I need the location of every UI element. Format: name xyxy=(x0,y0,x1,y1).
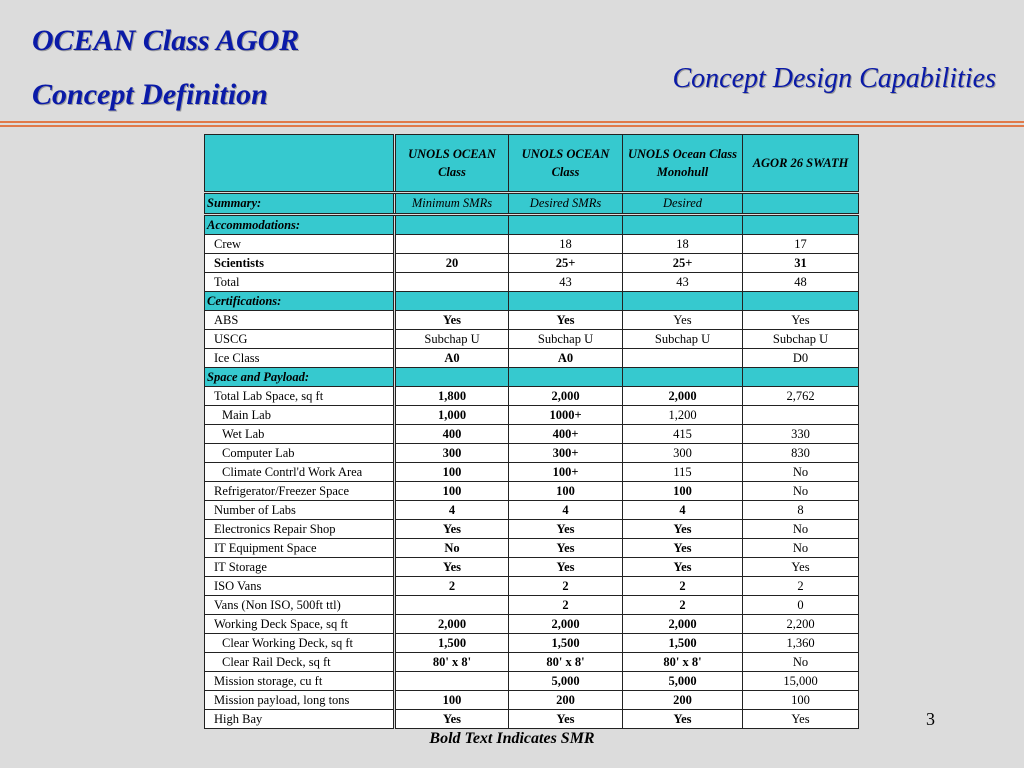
table-cell: 1,800 xyxy=(395,387,509,406)
title-rule-bottom xyxy=(0,125,1024,127)
table-cell: 80' x 8' xyxy=(623,653,743,672)
table-cell: No xyxy=(743,539,859,558)
header-cell-0 xyxy=(205,135,395,193)
slide-title-line2: Concept Definition xyxy=(32,78,268,111)
table-cell: 115 xyxy=(623,463,743,482)
table-cell: Subchap U xyxy=(395,330,509,349)
table-cell: 2,000 xyxy=(623,615,743,634)
table-cell: No xyxy=(395,539,509,558)
row-label: Electronics Repair Shop xyxy=(205,520,395,539)
table-cell: No xyxy=(743,482,859,501)
table-cell: No xyxy=(743,653,859,672)
table-cell: 2 xyxy=(395,577,509,596)
table-cell xyxy=(395,235,509,254)
row-label: IT Storage xyxy=(205,558,395,577)
table-cell xyxy=(623,349,743,368)
table-cell: 2 xyxy=(743,577,859,596)
row-label: ISO Vans xyxy=(205,577,395,596)
table-cell: 20 xyxy=(395,254,509,273)
row-label: High Bay xyxy=(205,710,395,729)
table-row xyxy=(205,463,859,482)
table-cell: Subchap U xyxy=(743,330,859,349)
table-cell: 300+ xyxy=(509,444,623,463)
table-cell: 400 xyxy=(395,425,509,444)
table-cell: 48 xyxy=(743,273,859,292)
header-cell-3: UNOLS Ocean Class Monohull xyxy=(623,135,743,193)
table-cell: 1,500 xyxy=(623,634,743,653)
table-cell: 415 xyxy=(623,425,743,444)
summary-cell-1: Minimum SMRs xyxy=(395,193,509,215)
row-label: IT Equipment Space xyxy=(205,539,395,558)
table-cell: 17 xyxy=(743,235,859,254)
table-row xyxy=(205,596,859,615)
table-cell: Yes xyxy=(395,311,509,330)
table-cell: 25+ xyxy=(509,254,623,273)
table-row xyxy=(205,577,859,596)
table-cell: 200 xyxy=(623,691,743,710)
header-cell-1: UNOLS OCEAN Class xyxy=(395,135,509,193)
table-cell xyxy=(395,273,509,292)
section-label: Space and Payload: xyxy=(205,368,395,387)
row-label: Vans (Non ISO, 500ft ttl) xyxy=(205,596,395,615)
table-cell: 2,762 xyxy=(743,387,859,406)
table-cell: Yes xyxy=(623,520,743,539)
table-cell: Yes xyxy=(395,710,509,729)
table-row xyxy=(205,615,859,634)
table-cell: 100 xyxy=(623,482,743,501)
table-cell: Yes xyxy=(623,311,743,330)
table-cell: 100 xyxy=(743,691,859,710)
row-label: Mission payload, long tons xyxy=(205,691,395,710)
table-cell: 100 xyxy=(509,482,623,501)
table-cell: Yes xyxy=(743,558,859,577)
section-cell xyxy=(623,368,743,387)
table-cell: Yes xyxy=(743,710,859,729)
section-cell xyxy=(623,215,743,235)
table-cell: 830 xyxy=(743,444,859,463)
table-cell: 80' x 8' xyxy=(509,653,623,672)
page-number: 3 xyxy=(926,709,935,729)
section-row xyxy=(205,215,859,235)
table-cell: 18 xyxy=(623,235,743,254)
table-row xyxy=(205,349,859,368)
table-cell: 100 xyxy=(395,482,509,501)
table-cell: Subchap U xyxy=(623,330,743,349)
slide-title-line1: OCEAN Class AGOR xyxy=(32,24,300,57)
row-label: ABS xyxy=(205,311,395,330)
table-row xyxy=(205,444,859,463)
row-label: Mission storage, cu ft xyxy=(205,672,395,691)
table-cell: Yes xyxy=(509,539,623,558)
footnote: Bold Text Indicates SMR xyxy=(429,730,595,747)
row-label: Computer Lab xyxy=(205,444,395,463)
table-cell: No xyxy=(743,520,859,539)
row-label: Total xyxy=(205,273,395,292)
table-cell: 100+ xyxy=(509,463,623,482)
title-rule-top xyxy=(0,121,1024,123)
table-cell: 2 xyxy=(623,596,743,615)
table-cell: 2 xyxy=(509,596,623,615)
row-label: USCG xyxy=(205,330,395,349)
header-cell-4: AGOR 26 SWATH xyxy=(743,135,859,193)
table-cell: D0 xyxy=(743,349,859,368)
table-row xyxy=(205,273,859,292)
table-cell: 1,500 xyxy=(395,634,509,653)
table-row xyxy=(205,330,859,349)
table-row xyxy=(205,558,859,577)
table-cell: Yes xyxy=(509,520,623,539)
section-cell xyxy=(509,292,623,311)
table-row xyxy=(205,406,859,425)
table-cell: 300 xyxy=(623,444,743,463)
table-row xyxy=(205,520,859,539)
table-row xyxy=(205,482,859,501)
table-cell: 2,000 xyxy=(509,387,623,406)
table-cell: 1,360 xyxy=(743,634,859,653)
row-label: Wet Lab xyxy=(205,425,395,444)
table-row xyxy=(205,539,859,558)
table-cell: Yes xyxy=(623,558,743,577)
section-label: Accommodations: xyxy=(205,215,395,235)
table-cell: 31 xyxy=(743,254,859,273)
section-cell xyxy=(743,215,859,235)
row-label: Number of Labs xyxy=(205,501,395,520)
table-cell xyxy=(395,672,509,691)
table-cell: 200 xyxy=(509,691,623,710)
table-cell: Yes xyxy=(623,539,743,558)
table-cell: 80' x 8' xyxy=(395,653,509,672)
table-cell xyxy=(395,596,509,615)
table-cell: 100 xyxy=(395,463,509,482)
table-cell: 1,200 xyxy=(623,406,743,425)
table-cell: Yes xyxy=(509,558,623,577)
table-cell: Yes xyxy=(623,710,743,729)
row-label: Working Deck Space, sq ft xyxy=(205,615,395,634)
row-label: Refrigerator/Freezer Space xyxy=(205,482,395,501)
table-cell: 1,500 xyxy=(509,634,623,653)
table-cell: 43 xyxy=(509,273,623,292)
table-row xyxy=(205,691,859,710)
row-label: Clear Rail Deck, sq ft xyxy=(205,653,395,672)
summary-cell-0: Summary: xyxy=(205,193,395,215)
table-row xyxy=(205,311,859,330)
table-cell: 330 xyxy=(743,425,859,444)
row-label: Crew xyxy=(205,235,395,254)
table-cell: 2,000 xyxy=(623,387,743,406)
row-label: Scientists xyxy=(205,254,395,273)
table-cell: 4 xyxy=(395,501,509,520)
table-cell: 2,000 xyxy=(395,615,509,634)
summary-cell-3: Desired xyxy=(623,193,743,215)
table-header-row xyxy=(205,135,859,193)
section-cell xyxy=(395,215,509,235)
section-row xyxy=(205,368,859,387)
table-cell: Yes xyxy=(509,311,623,330)
table-cell: 4 xyxy=(623,501,743,520)
section-label: Certifications: xyxy=(205,292,395,311)
table-cell: Yes xyxy=(395,558,509,577)
row-label: Ice Class xyxy=(205,349,395,368)
table-cell: 8 xyxy=(743,501,859,520)
summary-cell-4 xyxy=(743,193,859,215)
row-label: Clear Working Deck, sq ft xyxy=(205,634,395,653)
capabilities-table xyxy=(204,134,859,729)
section-cell xyxy=(509,368,623,387)
table-row xyxy=(205,254,859,273)
table-row xyxy=(205,235,859,254)
section-cell xyxy=(743,292,859,311)
summary-cell-2: Desired SMRs xyxy=(509,193,623,215)
slide-right-title: Concept Design Capabilities xyxy=(672,63,996,94)
table-cell: 0 xyxy=(743,596,859,615)
table-row xyxy=(205,387,859,406)
table-cell: 2 xyxy=(623,577,743,596)
table-row xyxy=(205,425,859,444)
table-row xyxy=(205,501,859,520)
table-cell: 15,000 xyxy=(743,672,859,691)
row-label: Main Lab xyxy=(205,406,395,425)
table-cell: 2,000 xyxy=(509,615,623,634)
table-cell: 300 xyxy=(395,444,509,463)
table-cell: 43 xyxy=(623,273,743,292)
section-cell xyxy=(395,292,509,311)
table-cell: Yes xyxy=(395,520,509,539)
table-row xyxy=(205,710,859,729)
table-cell: 1,000 xyxy=(395,406,509,425)
table-row xyxy=(205,653,859,672)
table-cell: 5,000 xyxy=(509,672,623,691)
table-cell: A0 xyxy=(509,349,623,368)
table-cell: 25+ xyxy=(623,254,743,273)
table-cell: 1000+ xyxy=(509,406,623,425)
section-cell xyxy=(743,368,859,387)
section-cell xyxy=(509,215,623,235)
table-cell: 2 xyxy=(509,577,623,596)
table-row xyxy=(205,672,859,691)
table-cell: 18 xyxy=(509,235,623,254)
table-cell xyxy=(743,406,859,425)
table-cell: A0 xyxy=(395,349,509,368)
table-cell: Yes xyxy=(509,710,623,729)
table-cell: 100 xyxy=(395,691,509,710)
table-cell: Yes xyxy=(743,311,859,330)
section-row xyxy=(205,292,859,311)
section-cell xyxy=(623,292,743,311)
header-cell-2: UNOLS OCEAN Class xyxy=(509,135,623,193)
table-cell: 2,200 xyxy=(743,615,859,634)
table-cell: 400+ xyxy=(509,425,623,444)
table-cell: No xyxy=(743,463,859,482)
table-cell: Subchap U xyxy=(509,330,623,349)
table-cell: 5,000 xyxy=(623,672,743,691)
row-label: Total Lab Space, sq ft xyxy=(205,387,395,406)
section-cell xyxy=(395,368,509,387)
table-cell: 4 xyxy=(509,501,623,520)
table-row xyxy=(205,634,859,653)
summary-row xyxy=(205,193,859,215)
row-label: Climate Contrl'd Work Area xyxy=(205,463,395,482)
